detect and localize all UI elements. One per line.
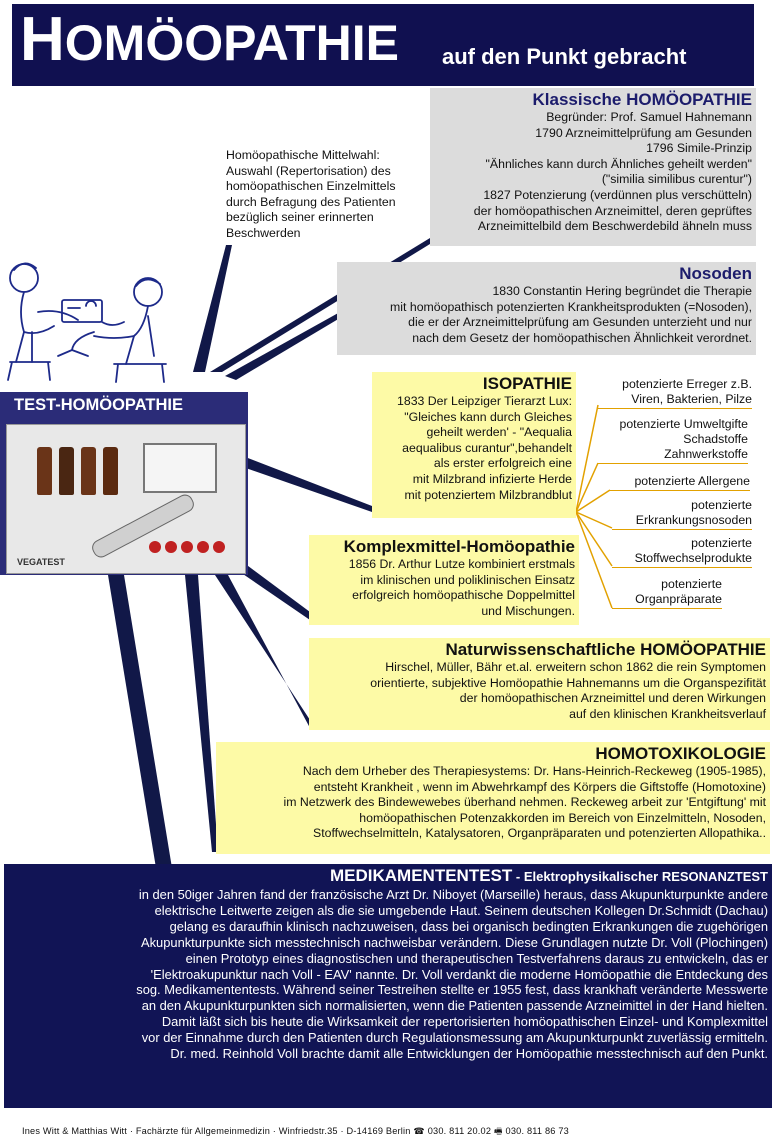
bottle	[81, 447, 96, 495]
section-isopathie	[372, 372, 576, 518]
section-medikamententest	[4, 864, 772, 1108]
section-natur-title: Naturwissenschaftliche HOMÖOPATHIE	[445, 640, 766, 659]
section-homotox-title: HOMOTOXIKOLOGIE	[595, 744, 766, 763]
knob	[149, 541, 161, 553]
iso-list-item: potenzierte Umweltgifte Schadstoffe Zahnwerkstoffe	[598, 417, 748, 464]
knob	[213, 541, 225, 553]
section-komplex-title: Komplexmittel-Homöopathie	[343, 537, 575, 556]
connector-isopathie	[240, 455, 372, 512]
header-bar	[12, 4, 754, 86]
section-nosoden-title: Nosoden	[679, 264, 752, 283]
knob	[197, 541, 209, 553]
section-isopathie-text: 1833 Der Leipziger Tierarzt Lux: "Gleiches kann durch Gleiches geheilt werden' - "Aequalia aequalibus curantur",behandelt als erster erfolgreich eine mit Milzbrand infizierte Herde mit potenziertem Milzbrandblut	[397, 394, 572, 502]
section-classic	[430, 88, 756, 246]
iso-list-item: potenzierte Organpräparate	[612, 577, 722, 609]
connector-nosoden	[225, 312, 340, 380]
iso-list-item: potenzierte Erreger z.B. Viren, Bakterien, Pilze	[598, 377, 752, 409]
knob	[165, 541, 177, 553]
iso-list-item: potenzierte Stoffwechselprodukte	[612, 536, 752, 568]
vegatest-device-photo	[6, 424, 246, 574]
connector-medikamententest	[108, 575, 172, 868]
left-note-text: Homöopathische Mittelwahl: Auswahl (Repertorisation) des homöopathischen Einzelmittels durch Befragung des Patienten bezüglich seiner erinnerten Beschwerden	[226, 148, 396, 240]
bottle	[103, 447, 118, 495]
bottle	[37, 447, 52, 495]
page-subtitle: auf den Punkt gebracht	[442, 44, 687, 69]
connector-natur	[215, 575, 310, 728]
connector-homotox	[185, 575, 218, 852]
iso-list-item: potenzierte Allergene	[610, 474, 750, 491]
section-homotox	[216, 742, 770, 854]
probe-electrode	[89, 492, 196, 560]
page-title: HOMÖOPATHIE	[20, 5, 400, 74]
section-nosoden-text: 1830 Constantin Hering begründet die Therapie mit homöopathisch potenzierten Krankheitsprodukten (=Nosoden), die er der Arzneimittelprüfung am Gesunden unterzieht und nur nach dem Gesetz der homöopathischen Ähnlichkeit verordnet.	[390, 284, 752, 345]
knob	[181, 541, 193, 553]
section-classic-text: Begründer: Prof. Samuel Hahnemann 1790 Arzneimittelprüfung am Gesunden 1796 Simile-Prinzip "Ähnliches kann durch Ähnliches geheilt werden" ("similia similibus curentur") 1827 Potenzierung (verdünnen plus verschütteln) der homöopathischen Arzneimittel, deren geprüftes Arzneimittelbild dem Beschwerdebild ähneln muss	[473, 110, 752, 234]
doctor-patient-illustration	[2, 256, 182, 388]
section-komplex	[309, 535, 579, 625]
section-medikamententest-title: MEDIKAMENTENTEST - Elektrophysikalischer RESONANZTEST	[329, 866, 768, 885]
section-homotox-text: Nach dem Urheber des Therapiesystems: Dr. Hans-Heinrich-Reckeweg (1905-1985), entsteht Krankheit , wenn im Abwehrkampf des Körpers die Giftstoffe (Homotoxine) im Netzwerk des Bindewewebes überhand nehmen. Reckeweg arbeit zur 'Entgiftung' mit homöopathischen Potenzakkorden im Bereich von Einzelmitteln, Nosoden, Stoffwechselmitteln, Katalysatoren, Organpräparaten und potenzierten Allopathika..	[283, 764, 766, 841]
section-komplex-text: 1856 Dr. Arthur Lutze kombiniert erstmals im klinischen und poliklinischen Einsatz erfolgreich homöopathische Doppelmittel und Mischungen.	[348, 557, 575, 618]
contact-footer: Ines Witt & Matthias Witt · Fachärzte für Allgemeinmedizin · Winfriedstr.35 · D-14169 Berlin ☎ 030. 811 20.02 🖷 030. 811 86 73	[22, 1126, 569, 1136]
device-label: VEGATEST	[17, 557, 65, 567]
bottle	[59, 447, 74, 495]
meter-dial	[143, 443, 217, 493]
section-isopathie-title: ISOPATHIE	[482, 374, 572, 393]
section-classic-title: Klassische HOMÖOPATHIE	[532, 90, 752, 109]
iso-branch-1	[576, 405, 598, 512]
section-nosoden	[337, 262, 756, 355]
test-homoeopathie-title: TEST-HOMÖOPATHIE	[14, 396, 183, 414]
connector-komplex	[240, 560, 310, 620]
iso-list-item: potenzierte Erkrankungsnosoden	[612, 498, 752, 530]
section-natur	[309, 638, 770, 730]
connector-left-note	[193, 245, 232, 372]
section-natur-text: Hirschel, Müller, Bähr et.al. erweitern schon 1862 die rein Symptomen orientierte, subjektive Homöopathie Hahnemanns um die Organspezifität der homöopathischen Arzneimittel und deren Wirkungen auf den klinischen Krankheitsverlauf	[370, 660, 766, 721]
section-medikamententest-text: in den 50iger Jahren fand der französische Arzt Dr. Niboyet (Marseille) heraus, dass Akupunkturpunkte andere elektrische Leitwerte zeigen als die sie umgebende Haut. Seinem deutschen Kollegen Dr.Schmidt (Dachau) gelang es daraufhin klinisch nachzuweisen, dass bei organisch bedingten Erkrankungen die zugehörigen Akupunkturpunkte sich messtechnisch nachweisbar verändern. Diese Grundlagen nutzte Dr. Voll (Plochingen) einen Prototyp eines diagnostischen und therapeutischen Testverfahrens daraus zu entwickeln, das er 'Elektroakupunktur nach Voll - EAV' nannte. Dr. Voll verdankt die moderne Homöopathie die Entdeckung des sog. Medikamententests. Während seiner Testreihen stellte er 1955 fest, dass krankhaft veränderte Messwerte an den Akupunkturpunkten sich normalisierten, wenn die Patienten passende Arzneimittel in der Hand hielten. Damit läßt sich bis heute die Wirksamkeit der repertorisierten homöopathischen Einzel- und Komplexmittel vor der Einnahme durch den Patienten durch Regulationsmessung am Akupunkturpunkt zuverlässig ermitteln. Dr. med. Reinhold Voll brachte damit alle Entwicklungen der Homöopathie messtechnisch auf den Punkt.	[136, 887, 768, 1062]
